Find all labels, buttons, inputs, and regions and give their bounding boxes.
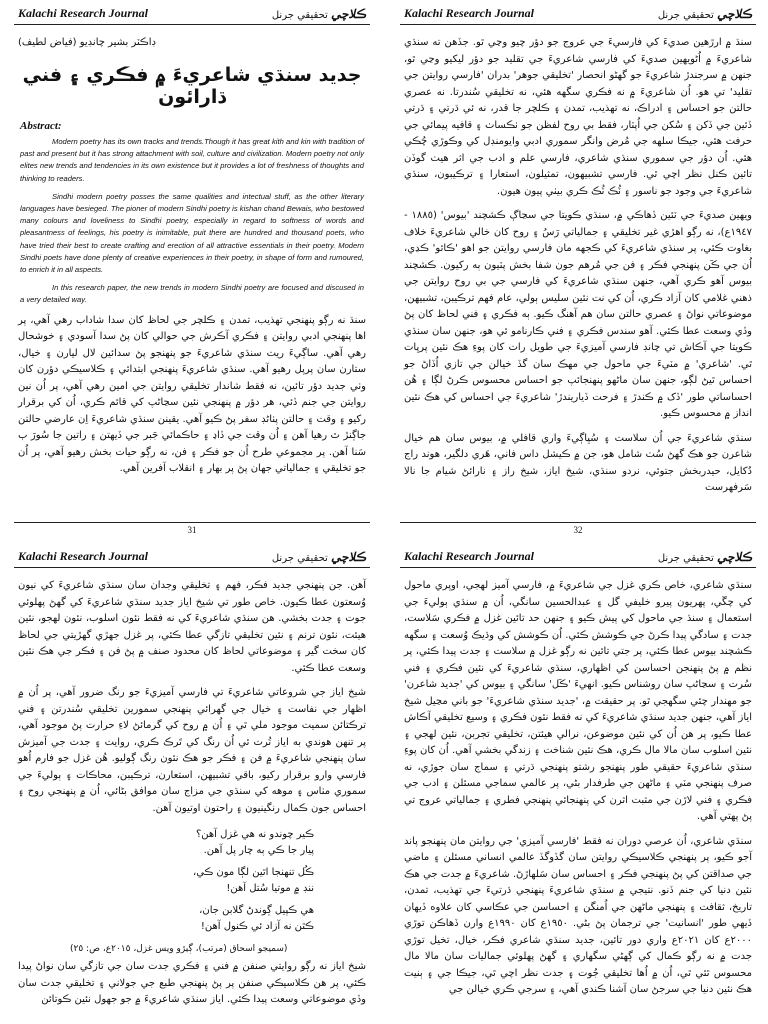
journal-name-sd: تحقيقي جرنل bbox=[271, 553, 328, 564]
journal-name-sd: تحقيقي جرنل bbox=[657, 10, 714, 21]
body-paragraph: سنڌي شاعريءَ جي اُن سلاست ۽ سُڀاڳيءَ واري قافلي ۾، بيوس سان هم خيال شاعرن جو هڪ گهڻ سُٺ شامل هو، جن ۾ ڪيشل داس فاني، هَري دلگير، هوند راج دُکايل، حيدربخش جتوئي، نردو سنڌي، شيخ اياز، شيخ راز ۽ نارائڻ شيام جا نالا سَرفهرست bbox=[404, 432, 752, 493]
body-paragraph: سنڌ ۾ ارڙهين صديءَ کي فارسيءَ جي عروج جو دؤر چيو وڃي ٿو. جڏهن ته سنڌي شاعريءَ ۾ اُڻويهين صديءَ کي فارسي شاعريءَ جي تقليد جو دؤر ليکيو وڃي ٿو، جنهن ۾ سرجندڙ شاعريءَ جو گهڻو انحصار 'تخليقي جوهر' بدران 'فارسي روايتن جي تقليد' تي هو. اُن شاعريءَ ۾ نه فڪري سگهه هئي، نه تخليقي سُندرتا. نه عصري حالتن جو احساس ۽ ادراڪ، نه تهذيب، تمدن ۽ ڪلچر جا قدر، نه ئي ڌرتي ۽ ڌرتي ڏئين جي ڏکن ۽ سُکن جي اُپٽار، فقط بي روح لفظن جو ٺڪساٺ ۽ قافيه پيمائي جي حرفت هئي، جيڪا سلهه جي مُرض وانگر سموري ادبي وايومنڊل کي وڪوڙي چُڪي هئي. اُن دؤر جي سموري سنڌي شاعري، فارسي علم و ادب جي اثر هيٺ گوڏن تائين ڪنل نظر اچي ٿي. فارسي تشبيهون، تمثيلون، استعارا ۽ ترڪيبون، سنڌي شاعريءَ جي وجود جو ناسور ۽ ٽُڪ ٽُڪ ڪري بيٺي پيون هيون. bbox=[404, 37, 752, 197]
journal-name-sd: تحقيقي جرنل bbox=[271, 10, 328, 21]
poem-line: ننڊ ۾ موتيا سُتل آهن! bbox=[226, 883, 314, 894]
journal-masthead: ڪلاچي bbox=[331, 550, 366, 564]
journal-name-sd: تحقيقي جرنل bbox=[657, 553, 714, 564]
poem-line: ڪٿن نه آزاد ئي ڪنول آهن! bbox=[200, 921, 314, 932]
author-line: ڊاڪٽر بشير چانڊيو (فياض لطيف) bbox=[18, 37, 156, 48]
body-paragraph: شيخ اياز جي شروعاتي شاعريءَ تي فارسي آميزيءَ جو رنگ ضرور آهي، پر اُن ۾ اظهار جي نفاست ۽ خيال جي گهرائي پنهنجي سمورين تخليقي سُندرتن ۽ فني ترڪتائن سميت موجود ملي ٿي ۽ اُن ۾ روح کي گرمائڻ لاءِ حرارت پڻ موجود آهي، پر تنهن هوندي به اياز تُرت ئي اُن رنگ کي تَرڪ ڪري، روايت ۽ جدت جي آميزش سان پنهنجي شاعريءَ ۾ فن ۽ فڪر جو هڪ نئون رنگ ڳوليو. هُن غزل جو فارم اُهو فارسي وارو برقرار رکيو، باقي تشبيهن، استعارن، ترڪيبن، محاڪات ۽ ٻوليءَ جي سموري مٺاس ۽ موهه کي سنڌي جي مزاج سان موافق بڻائي، اُن ۾ پنهنجي روح ۽ احساس جون ڪمال رنگينيون ۽ راحتون اوتيون آهن. bbox=[18, 687, 366, 814]
abstract-label: Abstract: bbox=[20, 120, 62, 132]
running-head bbox=[400, 545, 756, 568]
page-34 bbox=[396, 545, 760, 1024]
page-31 bbox=[10, 2, 374, 537]
poem-line: پيار جا ڪي ٻه چار پل آهن. bbox=[203, 845, 314, 856]
running-head bbox=[400, 2, 756, 25]
journal-masthead: ڪلاچي bbox=[331, 7, 366, 21]
poem-line: هي ڪپيل ڳوندڻ گلابن جان، bbox=[199, 905, 314, 916]
journal-name-en: Kalachi Research Journal bbox=[404, 6, 535, 20]
article-title: جديد سنڌي شاعريءَ ۾ فڪري ۽ فني ڌارائون bbox=[22, 64, 362, 108]
journal-masthead: ڪلاچي bbox=[717, 7, 752, 21]
journal-name-en: Kalachi Research Journal bbox=[18, 549, 149, 563]
page-33 bbox=[10, 545, 374, 1024]
abstract bbox=[10, 136, 374, 307]
body-paragraph: آهن. جن پنهنجي جديد فڪر، فهم ۽ تخليقي وجدان سان سنڌي شاعريءَ کي نيون وُسعتون عطا ڪيون. خاص طور تي شيخ اياز جديد سنڌي شاعريءَ کي گهڻ پهلوئي جوت ۽ جدت بخشي. هن سنڌي شاعريءَ کي نه فقط نئون اسلوب، نئون لهجو، نئين هيئت، نئون ترنم ۽ نئين تخليقي تازگي عطا ڪئي، پر غزل جهڙي گهڙيتي جي لحاظ کان سخت گير ۽ موضوعاتي لحاظ کان محدود صنف ۾ پڻ فن ۽ فڪر جي هڪ نئين وسعت عطا ڪئي. bbox=[18, 580, 366, 674]
journal-name-en: Kalachi Research Journal bbox=[404, 549, 535, 563]
page-number: 31 bbox=[14, 522, 370, 535]
running-head bbox=[14, 2, 370, 25]
poem-citation: (سميجو اسحاق (مرتب)، ڳيڙو ويس غزل، ٢٠١٥ع، ص: ٢٥) bbox=[70, 944, 288, 954]
page-number: 32 bbox=[400, 522, 756, 535]
abstract-paragraph: Sindhi modern poetry posses the same qualities and intectual stuff, as the other literary languages have besieged. The pioner of modern Sindhi poetry is kishan chand Bewais, who bestowed many colours and loveliness to Sindhi poetry, especially in regard to softness of words and pleasantness of feelings, his poetry is inimitable, puit there are hundred and thousand poets, who have tried their best to create crafting and erection of all attractive essentials in their poetry. Modern Sindhi poets have done plenty of creative experiences in their poetry, in shape of form and rumoured, to enrich it in all aspects. bbox=[20, 191, 364, 275]
poem-line: ڪُل تنهنجا اٿين لڳا مون ڪي، bbox=[193, 867, 314, 878]
abstract-paragraph: Modern poetry has its own tracks and trends.Though it has great kith and kin with tradition of past and present but it has strong attachment with soil, culture and civilization. Modern poetry not only elites new trends and tendencies in its own existence but it provides a lot of freshness of thoughts and thinking to readers. bbox=[20, 137, 364, 183]
abstract-paragraph: In this research paper, the new trends in modern Sindhi poetry are focused and discused in a very detailed way. bbox=[20, 283, 364, 305]
poem-couplet bbox=[70, 903, 314, 935]
body-paragraph: شيخ اياز نه رڳو روايتي صنفن ۾ فني ۽ فڪري جدت سان جي تازگي سان نواڻ پيدا ڪئي، پر هن ڪلاسيڪي صنفن پر پڻ پنهنجي طبع جي جولاني ۽ تخليقي جدت سان وڏي موضوعاتي وسعت پيدا ڪئي. اياز سنڌي شاعريءَ ۾ جو جهول نئين ڪوتائن bbox=[18, 961, 366, 1005]
poem bbox=[10, 825, 374, 959]
poem-couplet bbox=[70, 865, 314, 897]
body-paragraph: سنڌ نه رڳو پنهنجي تهذيب، تمدن ۽ ڪلچر جي لحاظ کان سدا شاداب رهي آهي، پر اها پنهنجي ادبي روايتن ۽ فڪري آڪرش جي حوالي کان پڻ سدا آسودي ۽ خوشحال رهي آهي. ساڳيءَ ريت سنڌي شاعريءَ جو پنهنجو پڻ سدائين لال ليارن ۽ خيال، ستارن سان پرپل رهيو آهي. سنڌي شاعريءَ پنهنجي ابتدائي ۽ ڪلاسيڪي دؤرن کان وٺي جديد دؤر تائين، نه فقط شاندار تخليقي روايتن جي امين رهي آهي، پر اُن نين روايتن جي جنم ڏئي، هر دؤر ۾ پنهنجي نئين سڃاڻپ کي قائم ڪري، اُن کي برقرار رکيو ۽ وقت ۽ حالتن پٺاڻڊ سفر پڻ ڪيو آهي. يقينن سنڌي شاعريءَ اِن عارضي حالتن جاڳنڙ ٿ رهيا آهن ۽ اُن وقت جي ڏاڍ ۽ حاڪمائي جَبر جي ڏيهتن ۽ راتين جا سُورَ ٻ سَنا آهن. پر مجموعي طرح اُن جو فڪر ۽ فن، نه رڳو حيات بخش رهيو آهي، پر اُن جو تخليقي ۽ جمالياتي جهان پڻ پر بهار ۽ انقلاب آفرين آهي. bbox=[18, 314, 366, 475]
journal-masthead: ڪلاچي bbox=[717, 550, 752, 564]
body-paragraph: سنڌي شاعري، اُن عرصي دوران نه فقط 'فارسي آميزي' جي روايتن مان پنهنجو پاند آجو ڪيو، پر پنهنجي ڪلاسيڪي روايتن سان گڏوگڏ عالمي انساني مسئلن ۽ ماضي جي صداقتن کي پڻ پنهنجي فڪر ۽ احساس سان سَلهاڙڻ. شاعريءَ ۾ جدت جي هڪ نئين دنيا کي جنم ڏنو. نتيجي ۾ سنڌي شاعريءَ پنهنجي ڌرتيءَ جي تهذيب، تمدن، تاريخ، ثقافت ۽ پنهنجي ماڻهن جي اُمنگن ۽ احساسن جي عڪاسي کان علاوه ڏيهان ڏيهي طور 'انسانيت' جي ترجمان پڻ بڻي. ١٩٥٠ع کان ١٩٩٠ع وارن ڏهاڪن توڙي ٢٠٠٠ع کان ٢٠٢١ع واري دور تائين، جديد سنڌي شاعري فڪر، خيال، تخيل توڙي جدت ۾ نه رڳو ڪمال کي ڳهڻي سگهاري ۽ گهڻ پهلوئي جماليات سان مالا مال محسوس ٿئي ٿي، اُن ۾ اُها تخليقي جُوت ۽ جدت نظر اچي ٿي، جيڪا جي ۽ ٻنيت هڪ نئين دنيا جي سرجڻ سان آشنا ڪندي آهي، ۽ سرجي ڪري خيالن جي bbox=[404, 835, 752, 995]
running-head bbox=[14, 545, 370, 568]
poem-line: ڪير چوندو نه هي غزل آهن؟ bbox=[195, 829, 314, 840]
poem-couplet bbox=[70, 827, 314, 859]
journal-name-en: Kalachi Research Journal bbox=[18, 6, 149, 20]
page-32 bbox=[396, 2, 760, 537]
body-paragraph: سنڌي شاعري، خاص ڪري غزل جي شاعريءَ ۾، فارسي آميز لهجي، اوپري ماحول کي چڱي، پهريون پيرو خليفي گل ۽ عبدالحسين سانگي، اُن ۾ سنڌي ٻوليءَ جي استعمال ۽ سنڌ جي ماحول کي پيش ڪيو ۽ جنهن حد تائين غزل ۾ فڪري سَلاست، جدت ۽ سادگي پيدا ڪرڻ جي ڪوشش ڪئي. اُن ڪوشش کي وڌيڪ وُسعت ۽ سگهه ڪشچند بيوس عطا ڪئي، پر جتي تائين نه رڳو غزل ۾ سلاست ۽ جدت پيدا ڪئي، پر نظم ۾ پڻ پنهنجن احساسن کي اظهاري، سنڌي شاعريءَ کي نئين فڪري ۽ فني سُرت ۽ سڃاڻپ سان روشناس ڪيو. انهيءَ 'ڪَل' سانگي ۽ بيوس کي 'جديد شاعرن' جو مهندار چئي سگهجي ٿو. پر حقيقت ۾، 'جديد سنڌي شاعريءَ' جو باني مڃيل شيخ اياز آهي، جنهن جديد سنڌي شاعريءَ کي نه فقط نئون فڪري ۽ وسيع تخليقي آڪاش عطا ڪيو، پر هن اُن کي نئين موضوعن، نرالي هيئتن، تخليقي تجربن، نئين لهجي ۽ نئين اسلوب سان مالا مال ڪري، هڪ نئين شناخت ۽ زندگي بخشي آهي. اُن کان پوءِ سنڌي شاعريءَ حقيقي طور پنهنجو رشتو پنهنجي ڌرتي ۽ سماج سان جوڙي، نه صرف پنهنجي مٽي ۽ ماڻهن جي طرفدار بڻي، پر عالمي سماجي مسئلن ۽ ادب جي فڪري ۽ فني لاڙن جي مثبت اثرن کي پنهنجائي پنهنجي فطري ۽ جمالياتي عروج تي پڻ پهتي آهي. bbox=[404, 580, 752, 822]
body-paragraph: ويهين صديءَ جي ٽئين ڏهاڪي ۾، سنڌي ڪويتا جي سڃاڳ ڪشچند 'بيوس' (١٨٨٥ - ١٩٤٧ع)، نه رڳو اهڙي غير تخليقي ۽ جمالياتي رَسُ ۽ روح کان خالي شاعريءَ خلاف بغاوت ڪئي، پر سنڌي شاعريءَ کي ڪجهه مان فارسي روايتن جو اهو 'ڪائو' ڪڍي، اُن جي ڪَن پنهنجي فڪر ۽ فن جي مُرهم جون شفا بخش پٽيون ٻه رکيون. ڪشچند بيوس آهو ڪري آهي، جنهن سنڌي شاعريءَ کي فارسي جي بي روح روايتن جي ذهني غلامي کان آزاد ڪري، اُن کي نت نئين سليس ٻولي، عام فهم ترڪيبن، تشبيهن، موضوعاتي نواڻ ۽ عصري حالتن سان هم آهنگ ڪيو. ٻه فڪري ۽ فني لحاظ کان پڻ وڏي وسعت عطا ڪئي. آهو سندس فڪري ۽ فني ڪارنامو ئي هو، جنهن سان سنڌي ڪويتا جي آڪاش تي چانڊ فارسي آميزيءَ جي طويل رات کان پوءِ هڪ نئين پرڀات ٿي. 'شاعري' ۾ مٽيءَ جي ماحول جي مهڪ سان گڏ خيالن جي تازي اُڏاڻ جو احساس ٿيڻ لڳو، جنهن سان ماڻهو پنهنجائپ جو احساس محسوس ڪرڻ لڳا ۽ هُن احساساتي طور 'ڏک ۾ ڪندڙ ۽ فرحت ڏياريندڙ' شاعريءَ جي احساس کي هڪ نئين انداز ۾ محسوس ڪيو. bbox=[404, 210, 752, 419]
